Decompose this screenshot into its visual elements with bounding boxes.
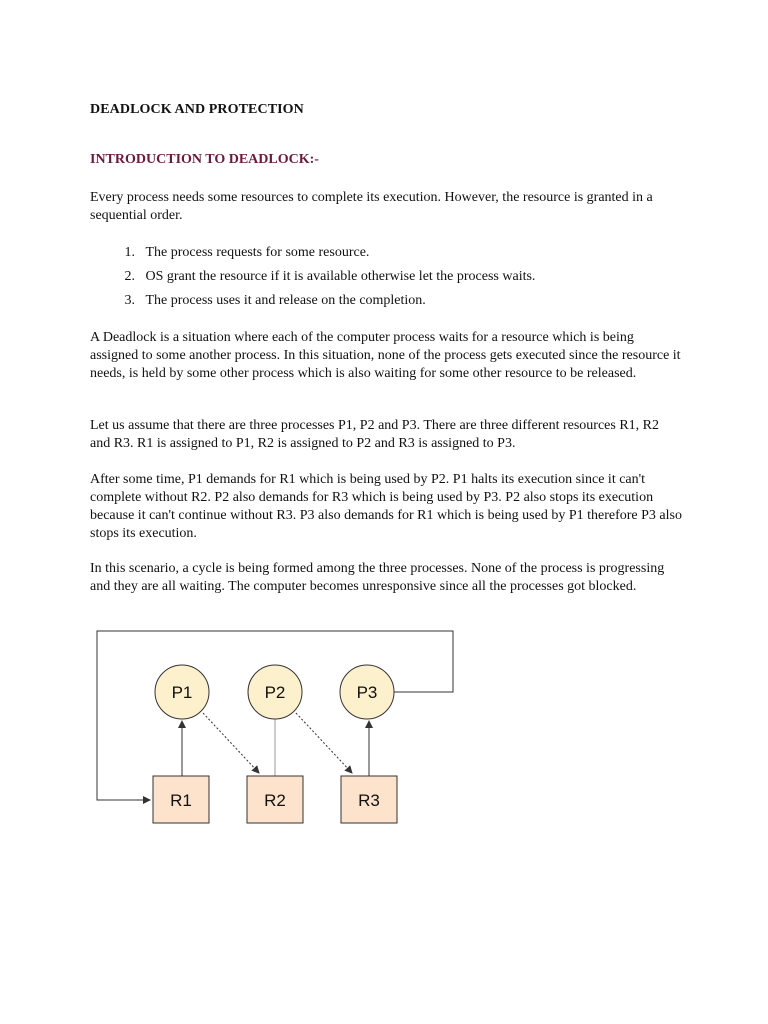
section-heading: INTRODUCTION TO DEADLOCK:- [90,152,319,167]
resource-label: R2 [264,791,286,810]
process-label: P2 [264,683,286,702]
process-node-p2 [248,665,302,719]
request-edge-p2-r3 [296,713,352,773]
assumption-paragraph: Let us assume that there are three processes P1, P2 and P3. There are three different resources R1, R2 and R3. R1 is assigned to P1, R2 is assigned to P2 and R3 is assigned to P3. [90,418,660,451]
list-item-text: The process requests for some resource. [145,245,370,260]
list-item-number: 1. [124,245,135,260]
document-title: DEADLOCK AND PROTECTION [90,102,304,117]
resource-node-r1 [153,776,209,823]
intro-paragraph: Every process needs some resources to complete its execution. However, the resource is granted in a sequential order. [90,190,653,223]
process-label: P3 [356,683,378,702]
list-item-text: The process uses it and release on the completion. [145,293,426,308]
deadlock-definition-paragraph: A Deadlock is a situation where each of the computer process waits for a resource which is being assigned to some another process. In this situation, none of the process gets executed since the resource it needs, is held by some other process which is also waiting for some other resource to be released. [90,330,681,381]
resource-label: R3 [358,791,380,810]
scenario-paragraph: After some time, P1 demands for R1 which is being used by P2. P1 halts its execution since it can't complete without R2. P2 also demands for R3 which is being used by P3. P2 also stops its execution because it can't continue without R3. P3 also demands for R1 which is being used by P1 therefore P3 also stops its execution. [90,472,682,541]
resource-label: R1 [170,791,192,810]
process-label: P1 [171,683,193,702]
resource-node-r2 [247,776,303,823]
process-node-p3 [340,665,394,719]
conclusion-paragraph: In this scenario, a cycle is being formed among the three processes. None of the process is progressing and they are all waiting. The computer becomes unresponsive since all the processes got blocked. [90,561,665,594]
list-item-number: 3. [124,293,135,308]
list-item-text: OS grant the resource if it is available otherwise let the process waits. [145,269,536,284]
request-edge-p1-r2 [203,713,259,773]
list-item-number: 2. [124,269,135,284]
resource-node-r3 [341,776,397,823]
process-node-p1 [155,665,209,719]
